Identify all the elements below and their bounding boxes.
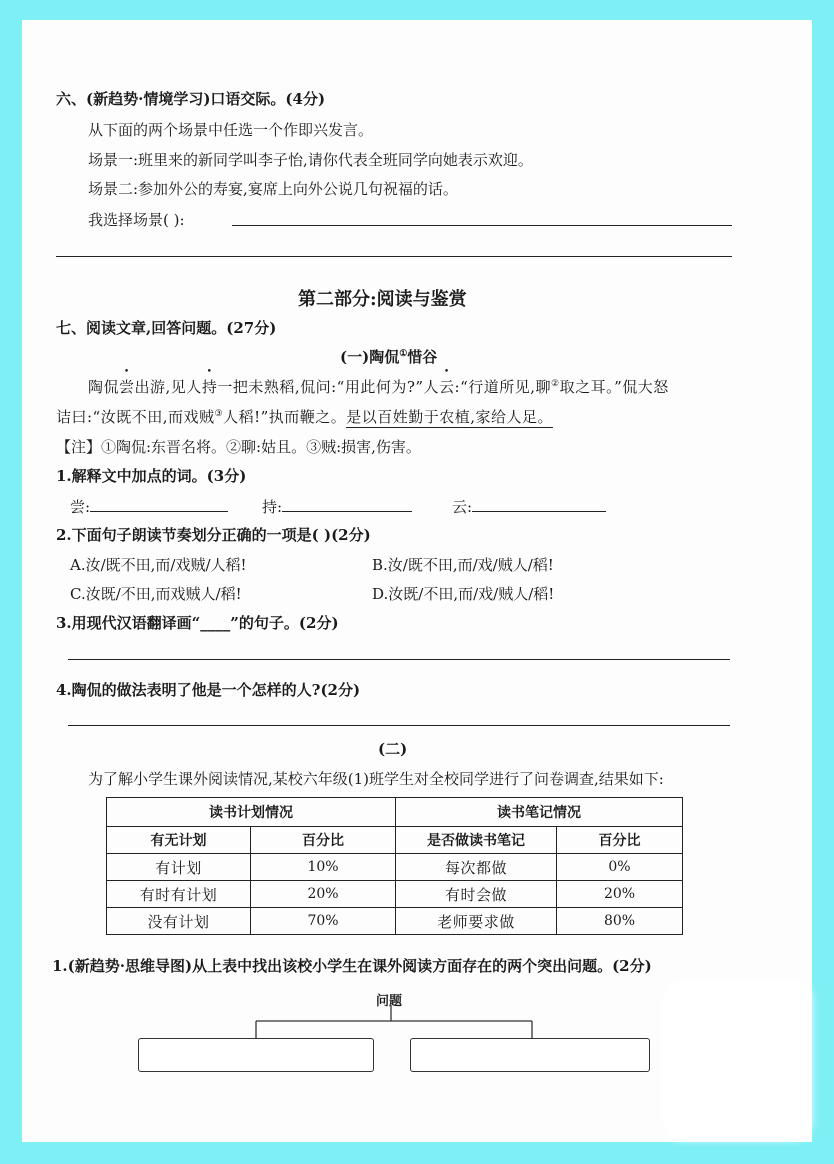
exam-page <box>22 20 812 1142</box>
table-header: 百分比 <box>251 827 396 854</box>
section6-instruction: 从下面的两个场景中任选一个作即兴发言。 <box>88 121 374 139</box>
table-cell: 老师要求做 <box>396 908 557 935</box>
section6-title: 六、(新趋势·情境学习)口语交际。(4分) <box>56 90 326 108</box>
table-cell: 70% <box>251 908 396 935</box>
table-group-notes: 读书笔记情况 <box>396 798 683 827</box>
q1-word3: 云: <box>452 496 606 517</box>
table-header: 是否做读书笔记 <box>396 827 557 854</box>
q2-text: 2.下面句子朗读节奏划分正确的一项是( )(2分) <box>56 526 371 544</box>
mindmap-answer-box-1[interactable] <box>138 1038 374 1072</box>
choose-scene-prompt: 我选择场景( ): <box>88 211 185 229</box>
mindmap-answer-box-2[interactable] <box>410 1038 650 1072</box>
passage1-notes: 【注】①陶侃:东晋名将。②聊:姑且。③贼:损害,伤害。 <box>56 438 421 456</box>
q3-text: 3.用现代汉语翻译画“____”的句子。(2分) <box>56 614 339 632</box>
table-cell: 有时有计划 <box>107 881 251 908</box>
table-cell: 80% <box>557 908 683 935</box>
q2-option-d[interactable]: D.汝既/不田,而/戏/贼人/稻! <box>372 585 555 603</box>
dotted-word-chi: 持 <box>201 378 218 396</box>
q5-text: 1.(新趋势·思维导图)从上表中找出该校小学生在课外阅读方面存在的两个突出问题。(2分) <box>52 957 652 975</box>
table-cell: 没有计划 <box>107 908 251 935</box>
table-group-plan: 读书计划情况 <box>107 798 396 827</box>
table-header: 百分比 <box>557 827 683 854</box>
table-cell: 有时会做 <box>396 881 557 908</box>
q4-answer-line[interactable] <box>68 725 730 726</box>
table-cell: 有计划 <box>107 854 251 881</box>
table-cell: 20% <box>251 881 396 908</box>
part2-title: 第二部分:阅读与鉴赏 <box>298 289 467 310</box>
q4-text: 4.陶侃的做法表明了他是一个怎样的人?(2分) <box>56 681 361 699</box>
passage1-line1: 陶侃尝出游,见人持一把未熟稻,侃问:“用此何为?”人云:“行道所见,聊②取之耳。”侃大怒 <box>88 378 669 396</box>
underlined-sentence: 是以百姓勤于农植,家给人足。 <box>346 408 554 426</box>
q1-text: 1.解释文中加点的词。(3分) <box>56 467 247 485</box>
table-header: 有无计划 <box>107 827 251 854</box>
q1-blank2[interactable] <box>282 497 412 512</box>
q1-blank3[interactable] <box>472 497 606 512</box>
table-cell: 20% <box>557 881 683 908</box>
table-cell: 0% <box>557 854 683 881</box>
q1-word2: 持: <box>262 496 412 517</box>
watermark-smudge <box>662 980 812 1140</box>
answer-line-scene-2[interactable] <box>56 256 732 257</box>
table-cell: 每次都做 <box>396 854 557 881</box>
table-row <box>107 908 683 935</box>
q2-option-c[interactable]: C.汝既/不田,而戏贼人/稻! <box>70 585 242 603</box>
section7-title: 七、阅读文章,回答问题。(27分) <box>56 319 277 337</box>
table-row <box>107 881 683 908</box>
scene-1: 场景一:班里来的新同学叫李子怡,请你代表全班同学向她表示欢迎。 <box>88 151 533 169</box>
table-row <box>107 854 683 881</box>
q1-blank1[interactable] <box>90 497 228 512</box>
table-cell: 10% <box>251 854 396 881</box>
survey-table <box>106 797 683 935</box>
q2-option-b[interactable]: B.汝/既不田,而/戏/贼人/稻! <box>372 556 554 574</box>
passage1-line2: 诘曰:“汝既不田,而戏贼③人稻!”执而鞭之。是以百姓勤于农植,家给人足。 <box>56 408 554 426</box>
q3-answer-line[interactable] <box>68 659 730 660</box>
mindmap-root-label: 问题 <box>376 994 403 1009</box>
passage2-intro: 为了解小学生课外阅读情况,某校六年级(1)班学生对全校同学进行了问卷调查,结果如下: <box>88 770 664 788</box>
dotted-word-chang: 尝 <box>119 378 135 396</box>
scene-2: 场景二:参加外公的寿宴,宴席上向外公说几句祝福的话。 <box>88 180 458 198</box>
q2-option-a[interactable]: A.汝/既不田,而/戏贼/人稻! <box>70 556 247 574</box>
q1-word1: 尝: <box>70 496 228 517</box>
passage1-title: (一)陶侃①惜谷 <box>340 348 438 366</box>
passage2-title: (二) <box>378 740 408 758</box>
dotted-word-yun: 云 <box>439 378 455 396</box>
answer-line-scene[interactable] <box>232 225 732 226</box>
